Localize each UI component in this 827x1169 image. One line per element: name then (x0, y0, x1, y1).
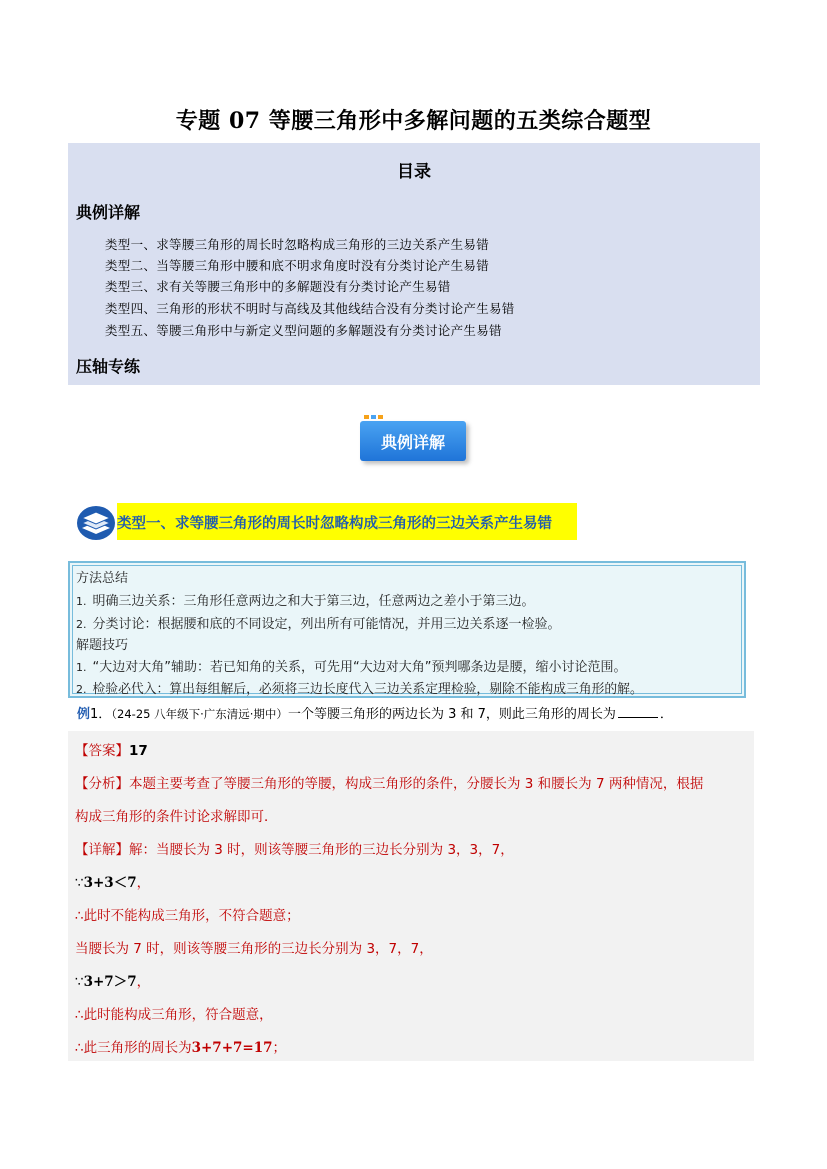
because-symbol: ∵ (75, 875, 84, 891)
answer-value: 17 (129, 743, 148, 759)
tips-line-2 (76, 678, 643, 697)
method-title: 方法总结 (76, 571, 129, 586)
perimeter-prefix: ∴此三角形的周长为 (75, 1040, 192, 1056)
toc-section-examples[interactable]: 典例详解 (76, 203, 141, 222)
toc-section-practice[interactable]: 压轴专练 (76, 357, 141, 376)
answer-panel (68, 731, 754, 1061)
badge-label: 典例详解 (380, 433, 445, 452)
example-question-text: 一个等腰三角形的两边长为 3 和 7，则此三角形的周长为 (287, 707, 616, 722)
method-line-2-text: 分类讨论：根据腰和底的不同设定，列出所有可能情况，并用三边关系逐一检验。 (92, 617, 561, 632)
detail-line-4: 当腰长为 7 时，则该等腰三角形的三边长分别为 3，7，7， (75, 941, 433, 957)
method-line-1 (76, 590, 535, 609)
section-badge (360, 421, 466, 461)
detail-math-line-1 (75, 871, 150, 891)
type-one-heading-text: 类型一、求等腰三角形的周长时忽略构成三角形的三边关系产生易错 (117, 516, 552, 532)
method-line-1-num: 1. (76, 595, 87, 608)
tips-line-2-text: 检验必代入：算出每组解后，必须将三边长度代入三边关系定理检验，剔除不能构成三角形的解。 (92, 682, 643, 697)
detail-math-line-2 (75, 970, 150, 990)
detail-line-1 (75, 838, 514, 858)
toc-item-type1[interactable]: 类型一、求等腰三角形的周长时忽略构成三角形的三边关系产生易错 (105, 237, 490, 252)
example-end: ． (659, 707, 673, 722)
tips-line-1 (76, 656, 626, 675)
type-one-heading (117, 503, 577, 540)
badge-dots-icon (364, 415, 384, 420)
toc-item-type5[interactable]: 类型五、等腰三角形中与新定义型问题的多解题没有分类讨论产生易错 (105, 323, 502, 338)
inequality-1: 3+3＜7 (83, 875, 137, 891)
tips-line-2-num: 2. (76, 683, 87, 696)
table-of-contents (68, 143, 760, 385)
analysis-text-1: 本题主要考查了等腰三角形的等腰，构成三角形的条件，分腰长为 3 和腰长为 7 两种情况，根据 (129, 776, 704, 792)
toc-item-type4[interactable]: 类型四、三角形的形状不明时与高线及其他线结合没有分类讨论产生易错 (105, 301, 515, 316)
method-line-2-num: 2. (76, 618, 87, 631)
detail-tag: 【详解】 (75, 842, 129, 858)
example-source: （24-25 八年级下·广东清远·期中） (111, 707, 288, 721)
answer-line (75, 739, 148, 759)
answer-tag: 【答案】 (75, 743, 129, 759)
semicolon: ； (272, 1040, 286, 1056)
analysis-line-1 (75, 772, 703, 792)
books-icon (76, 503, 116, 541)
detail-line-7 (75, 1036, 286, 1056)
example-question (77, 703, 673, 722)
detail-line-3: ∴此时不能构成三角形，不符合题意； (75, 908, 300, 924)
detail-line-6: ∴此时能构成三角形，符合题意， (75, 1007, 273, 1023)
example-number: 1． (90, 707, 112, 722)
toc-item-type3[interactable]: 类型三、求有关等腰三角形中的多解题没有分类讨论产生易错 (105, 279, 451, 294)
method-summary-box (68, 561, 746, 698)
detail-text-1: 解：当腰长为 3 时，则该等腰三角形的三边长分别为 3，3，7， (129, 842, 514, 858)
toc-item-type2[interactable]: 类型二、当等腰三角形中腰和底不明求角度时没有分类讨论产生易错 (105, 258, 490, 273)
comma-1: ， (136, 875, 151, 891)
perimeter-equation: 3+7+7=17 (191, 1040, 273, 1056)
example-label: 例 (77, 707, 91, 722)
tips-line-1-text: “大边对大角”辅助：若已知角的关系，可先用“大边对大角”预判哪条边是腰，缩小讨论范围。 (92, 660, 627, 675)
tips-line-1-num: 1. (76, 661, 87, 674)
because-symbol-2: ∵ (75, 974, 84, 990)
method-line-1-text: 明确三边关系：三角形任意两边之和大于第三边，任意两边之差小于第三边。 (92, 594, 535, 609)
inequality-2: 3+7＞7 (83, 974, 137, 990)
method-line-2 (76, 613, 561, 632)
toc-heading: 目录 (397, 162, 431, 182)
analysis-line-2: 构成三角形的条件讨论求解即可． (75, 809, 278, 825)
comma-2: ， (136, 974, 151, 990)
answer-blank (618, 717, 658, 718)
tips-title: 解题技巧 (76, 638, 129, 653)
analysis-tag: 【分析】 (75, 776, 129, 792)
page-title: 专题 07 等腰三角形中多解问题的五类综合题型 (175, 108, 652, 134)
